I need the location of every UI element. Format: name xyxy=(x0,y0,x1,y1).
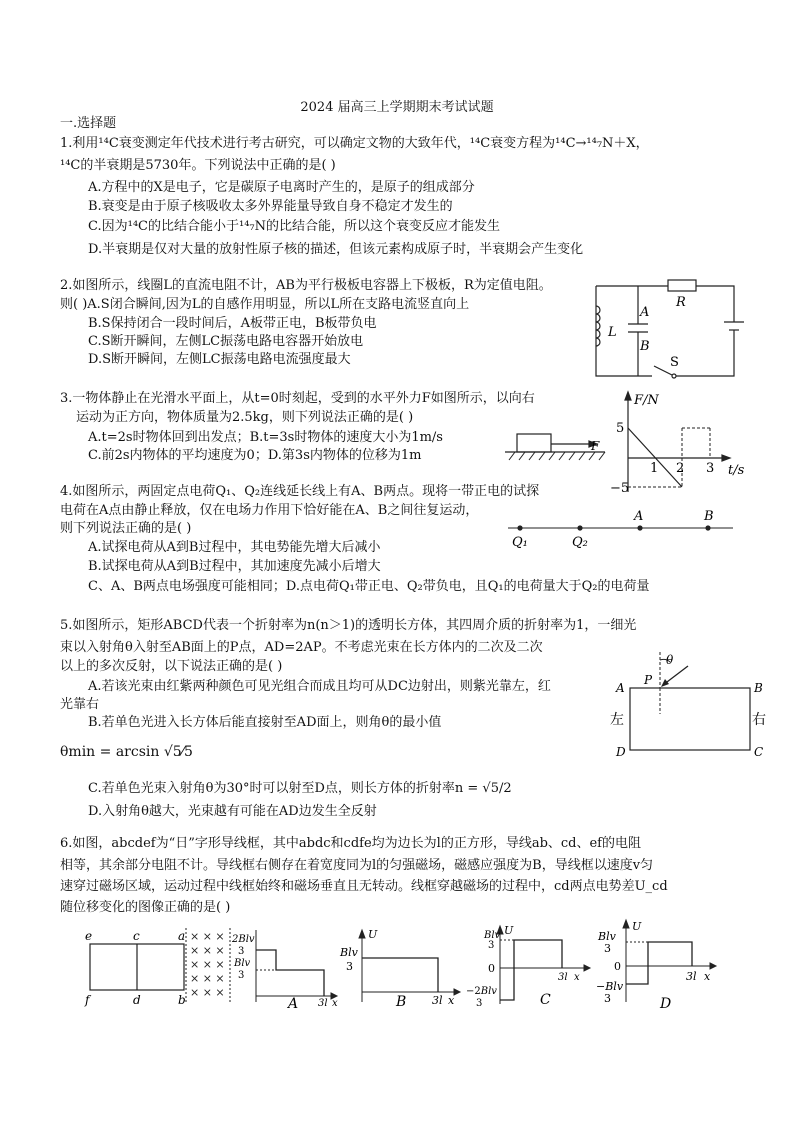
q6c-tick-3b: 3 xyxy=(476,998,483,1009)
q2-label-l: L xyxy=(608,325,617,340)
q4-charge-q1: Q₁ xyxy=(512,535,528,550)
q6d-origin: 0 xyxy=(614,960,621,973)
q5-label-c: C xyxy=(754,745,764,759)
q4-stem-line1: 4.如图所示，两固定点电荷Q₁、Q₂连线延长线上有A、B两点。现将一带正电的试探 xyxy=(60,484,540,499)
q2-label-b: B xyxy=(640,339,650,354)
q2-label-a: A xyxy=(640,305,650,320)
q6c-tick-3l: 3l xyxy=(558,972,568,983)
q6a-tick-2blv: 2Blv xyxy=(232,934,255,945)
q6a-option-label: A xyxy=(288,996,299,1012)
q5-option-d: D.入射角θ越大，光束越有可能在AD边发生全反射 xyxy=(88,804,377,819)
q2-option-d: D.S断开瞬间，左侧LC振荡电路电流强度最大 xyxy=(88,352,351,367)
q6a-tick-blv: Blv xyxy=(234,958,251,969)
q6c-origin: 0 xyxy=(488,962,495,975)
q3-options-ab: A.t=2s时物体回到出发点；B.t=3s时物体的速度大小为1m/s xyxy=(88,430,443,445)
q4-options-cd: C、A、B两点电场强度可能相同；D.点电荷Q₁带正电、Q₂带负电，且Q₁的电荷量大于Q₂的电荷量 xyxy=(88,579,650,594)
page-title: 2024 届高三上学期期末考试试题 xyxy=(300,100,494,115)
q3-y-tick-5: 5 xyxy=(616,421,625,436)
q6-graph-d xyxy=(596,916,722,1010)
q6d-tick-neg-blv: −Blv xyxy=(596,980,624,993)
q3-options-cd: C.前2s内物体的平均速度为0；D.第3s内物体的位移为1m xyxy=(88,448,422,463)
q2-label-s: S xyxy=(670,355,679,370)
svg-text:× × ×: × × × xyxy=(190,944,225,957)
svg-text:× × ×: × × × xyxy=(190,972,225,985)
q4-stem-line2: 电荷在A点由静止释放，仅在电场力作用下恰好能在A、B之间往复运动， xyxy=(60,503,479,518)
q6b-tick-3l: 3l xyxy=(432,994,443,1007)
q6b-tick-3: 3 xyxy=(346,960,353,973)
q3-stem-line2: 运动为正方向，物体质量为2.5kg，则下列说法正确的是( ) xyxy=(76,410,414,425)
q6-label-a: a xyxy=(178,929,186,943)
q4-option-b: B.试探电荷从A到B过程中，其加速度先减小后增大 xyxy=(88,559,381,574)
q6-graph-c xyxy=(464,924,594,1010)
q5-option-c: C.若单色光束入射角θ为30°时可以射至D点，则长方体的折射率n = √5/2 xyxy=(88,781,512,796)
q5-label-theta: θ xyxy=(666,653,674,667)
q6b-axis-u: U xyxy=(368,928,378,941)
q4-charge-line-diagram xyxy=(508,508,738,548)
q5-option-a-line2: 光靠右 xyxy=(60,697,100,712)
q6a-axis-x: x xyxy=(332,998,338,1009)
q1-option-c: C.因为¹⁴C的比结合能小于¹⁴₇N的比结合能，所以这个衰变反应才能发生 xyxy=(88,219,500,234)
q3-force-label: F xyxy=(591,439,600,453)
q5-option-a-line1: A.若该光束由红紫两种颜色可见光组合而成且均可从DC边射出，则紫光靠左，红 xyxy=(88,679,551,694)
svg-text:× × ×: × × × xyxy=(190,930,225,943)
q6-label-f: f xyxy=(85,993,90,1007)
q3-block-on-surface xyxy=(505,430,615,466)
q5-label-a: A xyxy=(616,681,625,695)
q6d-tick-3a: 3 xyxy=(604,942,611,955)
q6-stem-line3: 速穿过磁场区域，运动过程中线框始终和磁场垂直且无转动。线框穿越磁场的过程中，cd两点电势差U_cd xyxy=(60,879,668,894)
q4-option-a: A.试探电荷从A到B过程中，其电势能先增大后减小 xyxy=(88,540,381,555)
q3-stem-line1: 3.一物体静止在光滑水平面上，从t=0时刻起，受到的水平外力F如图所示，以向右 xyxy=(60,391,535,406)
q6d-tick-blv: Blv xyxy=(598,930,616,943)
q1-option-a: A.方程中的X是电子，它是碳原子电离时产生的，是原子的组成部分 xyxy=(88,180,475,195)
q4-point-b: B xyxy=(704,509,714,524)
q6-label-d: d xyxy=(133,993,141,1007)
q6c-axis-x: x xyxy=(574,972,580,983)
q3-y-tick-neg5: −5 xyxy=(610,481,630,496)
q6-stem-line2: 相等，其余部分电阻不计。导线框右侧存在着宽度同为l的匀强磁场，磁感应强度为B，导线框以速度v匀 xyxy=(60,858,654,873)
q2-stem-line2: 则( )A.S闭合瞬间,因为L的自感作用明显，所以L所在支路电流竖直向上 xyxy=(60,297,470,312)
q1-stem-line1: 1.利用¹⁴C衰变测定年代技术进行考古研究，可以确定文物的大致年代，¹⁴C衰变方程为¹⁴C→¹⁴₇N＋X， xyxy=(60,136,649,151)
q1-option-b: B.衰变是由于原子核吸收太多外界能量导致自身不稳定才发生的 xyxy=(88,199,453,214)
q4-stem-line3: 则下列说法正确的是( ) xyxy=(60,521,192,536)
q5-option-b-line1: B.若单色光进入长方体后能直接射至AD面上，则角θ的最小值 xyxy=(88,715,442,730)
q2-option-b: B.S保持闭合一段时间后，A板带正电，B板带负电 xyxy=(88,316,377,331)
q1-stem-line2: ¹⁴C的半衰期是5730年。下列说法中正确的是( ) xyxy=(60,158,336,173)
q6c-tick-3a: 3 xyxy=(488,940,495,951)
q6-label-b: b xyxy=(178,993,186,1007)
q6-label-c: c xyxy=(133,929,140,943)
q6c-tick-neg2blv: −2Blv xyxy=(466,986,497,997)
q5-label-p: P xyxy=(644,673,653,687)
q2-circuit-diagram xyxy=(590,278,750,382)
q5-stem-line1: 5.如图所示，矩形ABCD代表一个折射率为n(n＞1)的透明长方体，其四周介质的折射率为1，一细光 xyxy=(60,618,637,633)
q4-point-a: A xyxy=(634,509,644,524)
q6-stem-line4: 随位移变化的图像正确的是( ) xyxy=(60,900,231,915)
q2-label-r: R xyxy=(676,295,686,310)
q6b-option-label: B xyxy=(396,994,407,1010)
q3-y-axis-label: F/N xyxy=(634,393,659,408)
q3-x-axis-label: t/s xyxy=(728,463,745,478)
q6a-tick-3l: 3l xyxy=(318,998,328,1009)
q3-x-tick-2: 2 xyxy=(676,461,685,476)
q6-label-e: e xyxy=(85,929,93,943)
q6-graph-b xyxy=(340,926,468,1008)
section-heading: 一.选择题 xyxy=(60,116,117,131)
q6d-tick-3b: 3 xyxy=(604,992,611,1005)
q5-label-d: D xyxy=(616,745,626,759)
q1-option-d: D.半衰期是仅对大量的放射性原子核的描述，但该元素构成原子时，半衰期会产生变化 xyxy=(88,242,584,257)
q6-stem-line1: 6.如图，abcdef为“日”字形导线框，其中abdc和cdfe均为边长为l的正方形，导线ab、cd、ef的电阻 xyxy=(60,836,641,851)
q5-label-left: 左 xyxy=(610,712,624,728)
q3-force-time-graph xyxy=(610,388,760,498)
q5-stem-line2: 束以入射角θ入射至AB面上的P点，AD=2AP。不考虑光束在长方体内的二次及二次 xyxy=(60,640,543,655)
q6c-axis-u: U xyxy=(504,924,514,937)
q5-label-right: 右 xyxy=(752,712,766,728)
q5-option-b-formula: θmin = arcsin √5⁄5 xyxy=(60,744,193,760)
q2-stem-line1: 2.如图所示，线圈L的直流电阻不计，AB为平行极板电容器上下极板，R为定值电阻。 xyxy=(60,278,552,293)
q5-label-b: B xyxy=(754,681,763,695)
q6a-tick-3a: 3 xyxy=(238,946,245,957)
q2-option-c: C.S断开瞬间，左侧LC振荡电路电容器开始放电 xyxy=(88,334,364,349)
q6c-tick-blv: Blv xyxy=(484,930,501,941)
q3-x-tick-1: 1 xyxy=(650,461,659,476)
q6b-axis-x: x xyxy=(448,994,455,1007)
q6-graph-a xyxy=(232,928,344,1012)
q6d-axis-u: U xyxy=(632,920,642,933)
q5-stem-line3: 以上的多次反射，以下说法正确的是( ) xyxy=(60,659,283,674)
q6d-tick-3l: 3l xyxy=(686,970,697,983)
q6d-option-label: D xyxy=(660,996,672,1012)
svg-text:× × ×: × × × xyxy=(190,986,225,999)
q5-rectangle-diagram xyxy=(608,648,768,760)
svg-text:× × ×: × × × xyxy=(190,958,225,971)
q4-charge-q2: Q₂ xyxy=(572,535,588,550)
q6-frame-and-field xyxy=(82,926,232,1008)
q6d-axis-x: x xyxy=(704,970,711,983)
q6c-option-label: C xyxy=(540,992,551,1008)
q3-x-tick-3: 3 xyxy=(706,461,715,476)
q6b-tick-blv: Blv xyxy=(340,946,358,959)
q6a-tick-3b: 3 xyxy=(238,970,245,981)
